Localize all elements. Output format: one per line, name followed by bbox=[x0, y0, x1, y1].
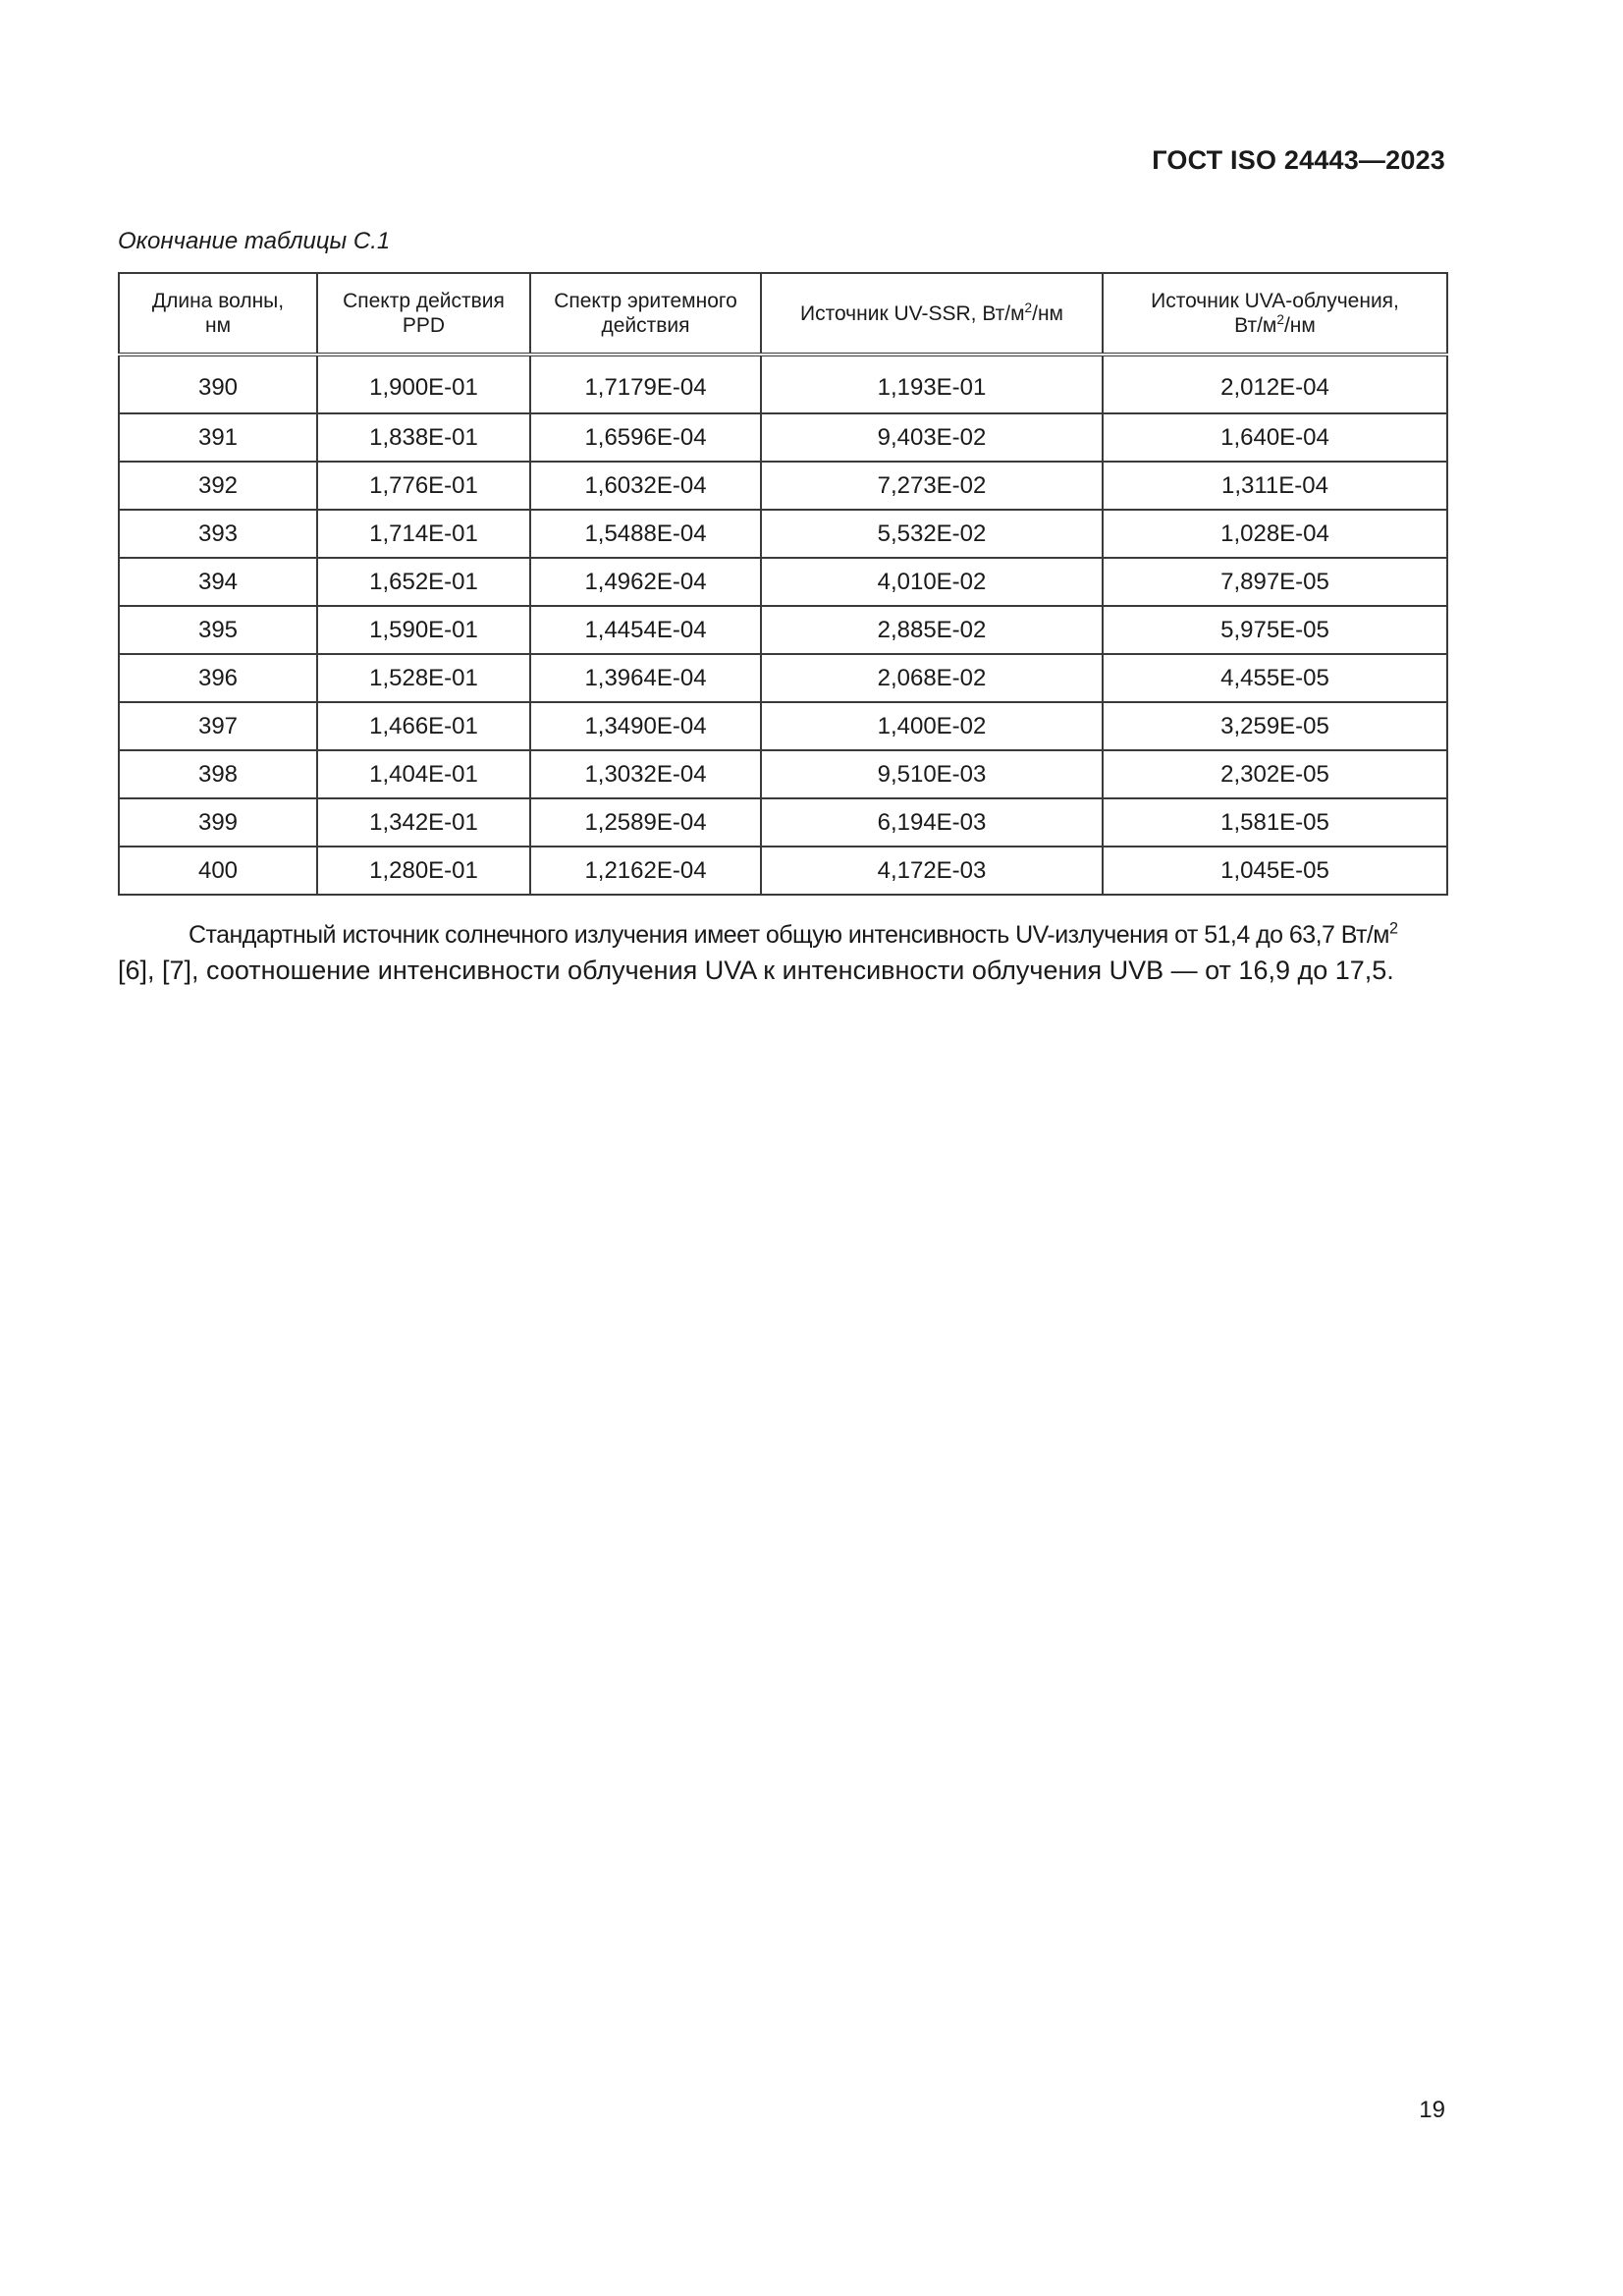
header-ppd-action-spectrum: Спектр действия PPD bbox=[317, 273, 530, 355]
table-cell: 395 bbox=[119, 606, 317, 654]
table-cell: 1,342E-01 bbox=[317, 798, 530, 847]
spectrum-table bbox=[118, 272, 1448, 896]
header-uv-ssr-source: Источник UV-SSR, $Вт/м^2/нм$ bbox=[761, 273, 1103, 355]
page-number: 19 bbox=[1419, 2097, 1445, 2123]
table-row bbox=[119, 413, 1447, 462]
table-cell: 392 bbox=[119, 462, 317, 510]
table-cell: 1,528E-01 bbox=[317, 654, 530, 702]
table-cell: 5,532E-02 bbox=[761, 510, 1103, 558]
table-cell: 1,193E-01 bbox=[761, 355, 1103, 413]
note-paragraph bbox=[118, 917, 1446, 988]
table-cell: 399 bbox=[119, 798, 317, 847]
table-cell: 1,4962E-04 bbox=[530, 558, 761, 606]
table-cell: 9,403E-02 bbox=[761, 413, 1103, 462]
table-cell: 1,900E-01 bbox=[317, 355, 530, 413]
table-cell: 5,975E-05 bbox=[1103, 606, 1447, 654]
table-cell: 1,280E-01 bbox=[317, 847, 530, 895]
table-cell: 1,311E-04 bbox=[1103, 462, 1447, 510]
table-row bbox=[119, 847, 1447, 895]
table-cell: 2,885E-02 bbox=[761, 606, 1103, 654]
table-cell: 398 bbox=[119, 750, 317, 798]
table-cell: 1,3490E-04 bbox=[530, 702, 761, 750]
table-cell: 2,068E-02 bbox=[761, 654, 1103, 702]
table-cell: 1,6596E-04 bbox=[530, 413, 761, 462]
table-row bbox=[119, 558, 1447, 606]
table-cell: 1,028E-04 bbox=[1103, 510, 1447, 558]
table-cell: 397 bbox=[119, 702, 317, 750]
table-cell: 1,2162E-04 bbox=[530, 847, 761, 895]
table-cell: 4,172E-03 bbox=[761, 847, 1103, 895]
table-cell: 1,581E-05 bbox=[1103, 798, 1447, 847]
table-cell: 1,5488E-04 bbox=[530, 510, 761, 558]
table-cell: 1,2589E-04 bbox=[530, 798, 761, 847]
table-cell: 1,400E-02 bbox=[761, 702, 1103, 750]
table-cell: 393 bbox=[119, 510, 317, 558]
table-cell: 6,194E-03 bbox=[761, 798, 1103, 847]
note-line-1: Стандартный источник солнечного излучения имеет общую интенсивность UV-излучения от 51,4 до 63,7 $Вт/м^2$ bbox=[189, 919, 1398, 949]
table-cell: 1,4454E-04 bbox=[530, 606, 761, 654]
note-line-2: [6], [7], соотношение интенсивности облучения UVA к интенсивности облучения UVB — от 16,9 до 17,5. bbox=[118, 956, 1394, 985]
table-cell: 1,045E-05 bbox=[1103, 847, 1447, 895]
table-cell: 4,010E-02 bbox=[761, 558, 1103, 606]
table-row bbox=[119, 510, 1447, 558]
table-cell: 9,510E-03 bbox=[761, 750, 1103, 798]
table-cell: 390 bbox=[119, 355, 317, 413]
table-caption: Окончание таблицы С.1 bbox=[118, 228, 391, 254]
table-cell: 7,273E-02 bbox=[761, 462, 1103, 510]
table-cell: 1,3032E-04 bbox=[530, 750, 761, 798]
table-cell: 1,776E-01 bbox=[317, 462, 530, 510]
table-cell: 1,7179E-04 bbox=[530, 355, 761, 413]
header-erythema-action-spectrum: Спектр эритемного действия bbox=[530, 273, 761, 355]
table-row bbox=[119, 750, 1447, 798]
table-cell: 1,590E-01 bbox=[317, 606, 530, 654]
table-header-row bbox=[119, 273, 1447, 355]
table-cell: 4,455E-05 bbox=[1103, 654, 1447, 702]
table-row bbox=[119, 462, 1447, 510]
table-cell: 1,3964E-04 bbox=[530, 654, 761, 702]
header-wavelength: Длина волны, нм bbox=[119, 273, 317, 355]
table-cell: 1,838E-01 bbox=[317, 413, 530, 462]
table-cell: 1,652E-01 bbox=[317, 558, 530, 606]
table-cell: 1,466E-01 bbox=[317, 702, 530, 750]
table-cell: 2,302E-05 bbox=[1103, 750, 1447, 798]
header-uva-source: Источник UVA-облучения, $Вт/м^2/нм$ bbox=[1103, 273, 1447, 355]
table-cell: 400 bbox=[119, 847, 317, 895]
table-cell: 391 bbox=[119, 413, 317, 462]
table-row bbox=[119, 355, 1447, 413]
table-cell: 7,897E-05 bbox=[1103, 558, 1447, 606]
table-cell: 396 bbox=[119, 654, 317, 702]
table-cell: 2,012E-04 bbox=[1103, 355, 1447, 413]
standard-code: ГОСТ ISO 24443—2023 bbox=[1152, 145, 1445, 175]
table-row bbox=[119, 606, 1447, 654]
table-row bbox=[119, 702, 1447, 750]
table-cell: 1,640E-04 bbox=[1103, 413, 1447, 462]
table-cell: 3,259E-05 bbox=[1103, 702, 1447, 750]
table-row bbox=[119, 798, 1447, 847]
table-row bbox=[119, 654, 1447, 702]
table-cell: 1,714E-01 bbox=[317, 510, 530, 558]
table-cell: 1,6032E-04 bbox=[530, 462, 761, 510]
table-cell: 1,404E-01 bbox=[317, 750, 530, 798]
table-cell: 394 bbox=[119, 558, 317, 606]
